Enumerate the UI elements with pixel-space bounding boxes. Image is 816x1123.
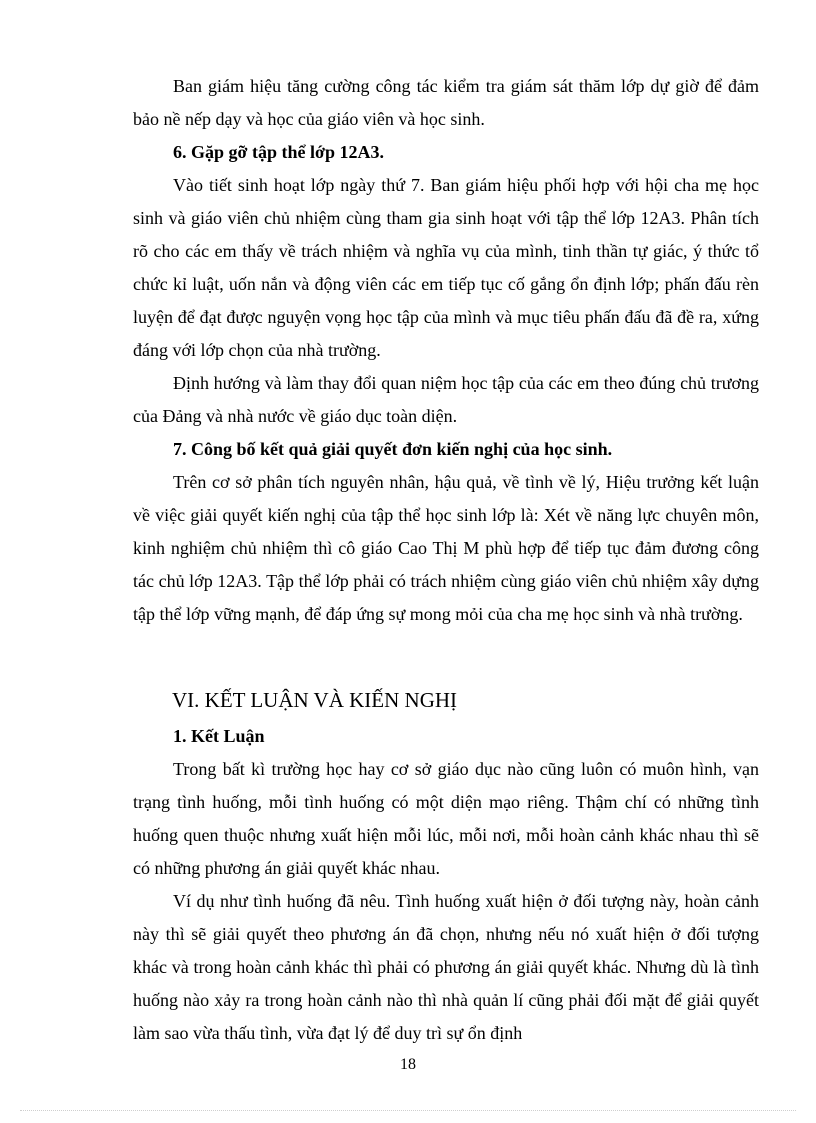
page-number: 18 <box>400 1056 416 1073</box>
body-block-top <box>133 70 759 631</box>
page-edge-divider <box>20 1110 796 1111</box>
paragraph: Vào tiết sinh hoạt lớp ngày thứ 7. Ban giám hiệu phối hợp với hội cha mẹ học sinh và giáo viên chủ nhiệm cùng tham gia sinh hoạt với tập thể lớp 12A3. Phân tích rõ cho các em thấy về trách nhiệm và nghĩa vụ của mình, tinh thần tự giác, ý thức tổ chức kỉ luật, uốn nắn và động viên các em tiếp tục cố gắng ổn định lớp; phấn đấu rèn luyện để đạt được nguyện vọng học tập của mình và mục tiêu phấn đấu đã đề ra, xứng đáng với lớp chọn của nhà trường. <box>133 175 759 360</box>
paragraph: Ban giám hiệu tăng cường công tác kiểm tra giám sát thăm lớp dự giờ để đảm bảo nề nếp dạy và học của giáo viên và học sinh. <box>133 76 759 129</box>
heading-7: 7. Công bố kết quả giải quyết đơn kiến nghị của học sinh. <box>173 439 613 459</box>
heading-conclusion: 1. Kết Luận <box>173 726 265 746</box>
section-title: VI. KẾT LUẬN VÀ KIẾN NGHỊ <box>172 688 458 712</box>
body-block-bottom <box>133 720 759 1050</box>
paragraph: Trên cơ sở phân tích nguyên nhân, hậu quả, về tình về lý, Hiệu trưởng kết luận về việc giải quyết kiến nghị của tập thể học sinh lớp là: Xét về năng lực chuyên môn, kinh nghiệm chủ nhiệm thì cô giáo Cao Thị M phù hợp để tiếp tục đảm đương công tác chủ lớp 12A3. Tập thể lớp phải có trách nhiệm cùng giáo viên chủ nhiệm xây dựng tập thể lớp vững mạnh, để đáp ứng sự mong mỏi của cha mẹ học sinh và nhà trường. <box>133 472 759 624</box>
heading-6: 6. Gặp gỡ tập thể lớp 12A3. <box>173 142 384 162</box>
paragraph: Ví dụ như tình huống đã nêu. Tình huống xuất hiện ở đối tượng này, hoàn cảnh này thì sẽ giải quyết theo phương án đã chọn, nhưng nếu nó xuất hiện ở đối tượng khác và trong hoàn cảnh khác thì phải có phương án giải quyết khác. Nhưng dù là tình huống nào xảy ra trong hoàn cảnh nào thì nhà quản lí cũng phải đối mặt để giải quyết làm sao vừa thấu tình, vừa đạt lý để duy trì sự ổn định <box>133 891 759 1043</box>
paragraph: Trong bất kì trường học hay cơ sở giáo dục nào cũng luôn có muôn hình, vạn trạng tình huống, mỗi tình huống có một diện mạo riêng. Thậm chí có những tình huống quen thuộc nhưng xuất hiện mỗi lúc, mỗi nơi, mỗi hoàn cảnh khác nhau thì sẽ có những phương án giải quyết khác nhau. <box>133 759 759 878</box>
paragraph: Định hướng và làm thay đổi quan niệm học tập của các em theo đúng chủ trương của Đảng và nhà nước về giáo dục toàn diện. <box>133 373 759 426</box>
